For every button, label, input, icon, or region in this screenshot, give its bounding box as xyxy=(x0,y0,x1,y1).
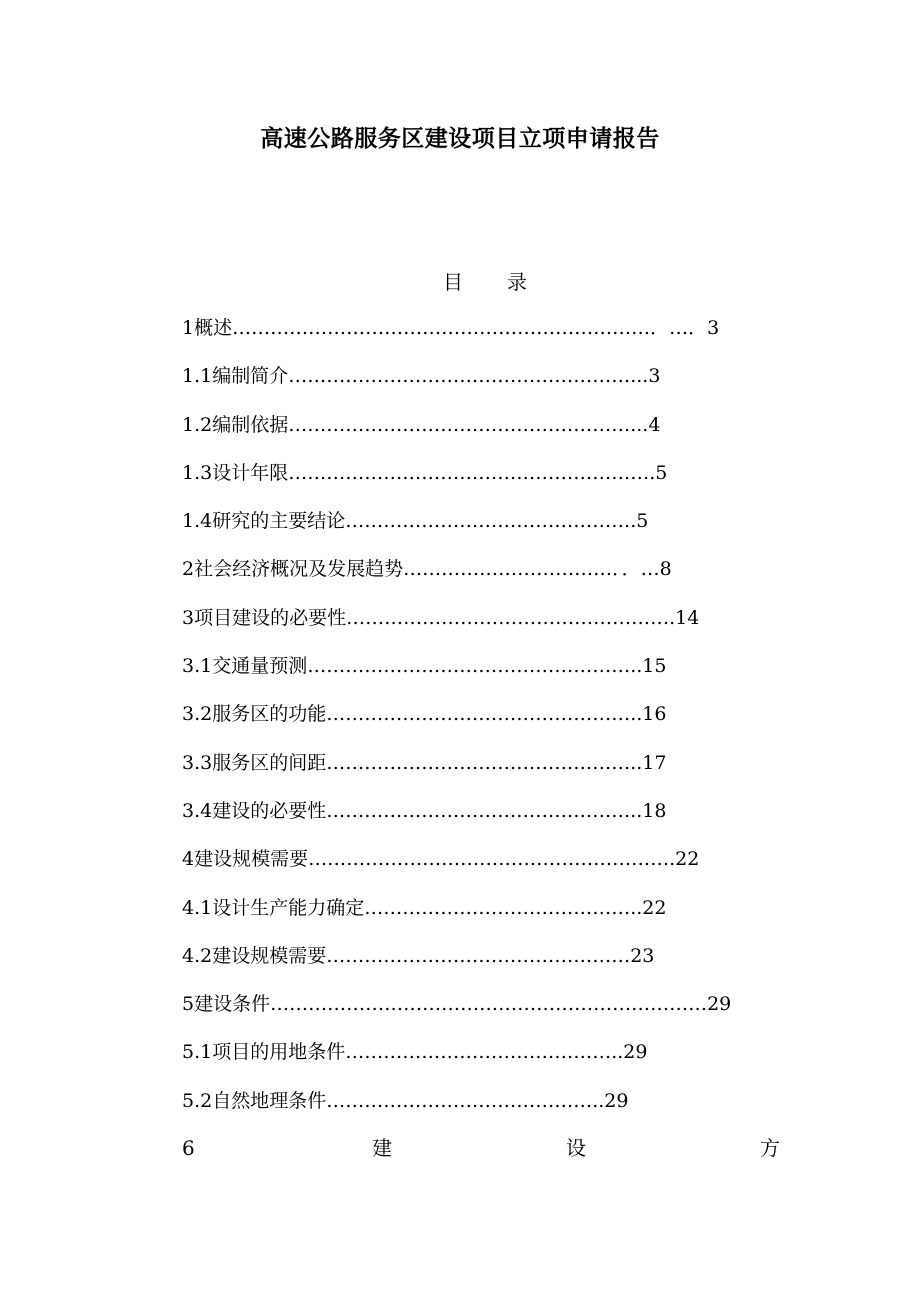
toc-entry-text: 1.4研究的主要结论……………………………………….5 xyxy=(182,510,649,533)
toc-entry-text: 5.1项目的用地条件……………………………………..29 xyxy=(182,1041,648,1064)
toc-entry-text: 3项目建设的必要性…………………………………………….14 xyxy=(182,606,700,629)
toc-entry xyxy=(182,509,782,557)
toc-entry xyxy=(182,1089,782,1137)
toc-entry-text: 1.2编制依据………………………………………………...4 xyxy=(182,413,661,436)
justified-char: 设 xyxy=(566,1136,586,1160)
toc-entry xyxy=(182,992,782,1040)
toc-entry-text: 1.1编制简介………………………………………………...3 xyxy=(182,365,661,388)
toc-entry-text: 4.2建设规模需要…………………………………………23 xyxy=(182,944,655,967)
document-title: 高速公路服务区建设项目立项申请报告 xyxy=(260,125,660,152)
toc-entry xyxy=(182,316,782,364)
toc-entry-text: 3.1交通量预测……………………………………………..15 xyxy=(182,655,667,678)
toc-entry xyxy=(182,461,782,509)
toc-entry-text: 2社会经济概况及发展趋势……………………………．．…8 xyxy=(182,558,672,581)
toc-entry-text: 1.3设计年限………………………………………………….5 xyxy=(182,461,668,484)
toc-entry-text: 5.2自然地理条件……………………………………..29 xyxy=(182,1089,629,1112)
toc-entry-text: 3.2服务区的功能…………………………………………..16 xyxy=(182,703,667,726)
toc-entry xyxy=(182,847,782,895)
justified-char: 方 xyxy=(760,1136,780,1160)
toc-entry xyxy=(182,1040,782,1088)
table-of-contents xyxy=(182,316,782,1137)
toc-heading-char-1: 目 xyxy=(443,270,463,294)
toc-entry xyxy=(182,364,782,412)
toc-heading-char-2: 录 xyxy=(507,270,527,294)
justified-char: 6 xyxy=(182,1136,195,1160)
toc-entry-text: 5建设条件……………………………………………………………29 xyxy=(182,993,732,1016)
toc-heading xyxy=(443,266,527,295)
toc-entry-text: 4建设规模需要………………………………………………….22 xyxy=(182,848,700,871)
toc-entry xyxy=(182,944,782,992)
toc-entry xyxy=(182,896,782,944)
toc-entry xyxy=(182,702,782,750)
toc-entry xyxy=(182,799,782,847)
toc-entry-text: 4.1设计生产能力确定……………………………………..22 xyxy=(182,896,667,919)
toc-entry xyxy=(182,751,782,799)
toc-entry-text: 3.4建设的必要性…………………………………………..18 xyxy=(182,799,667,822)
toc-entry xyxy=(182,557,782,605)
toc-entry-text: 3.3服务区的间距…………………………………………..17 xyxy=(182,751,667,774)
toc-entry-text: 1概述…………………………………………………………．…．3 xyxy=(182,317,720,339)
toc-entry xyxy=(182,413,782,461)
toc-entry-justified xyxy=(182,1136,780,1164)
justified-char: 建 xyxy=(372,1136,392,1160)
toc-entry xyxy=(182,606,782,654)
toc-entry xyxy=(182,654,782,702)
